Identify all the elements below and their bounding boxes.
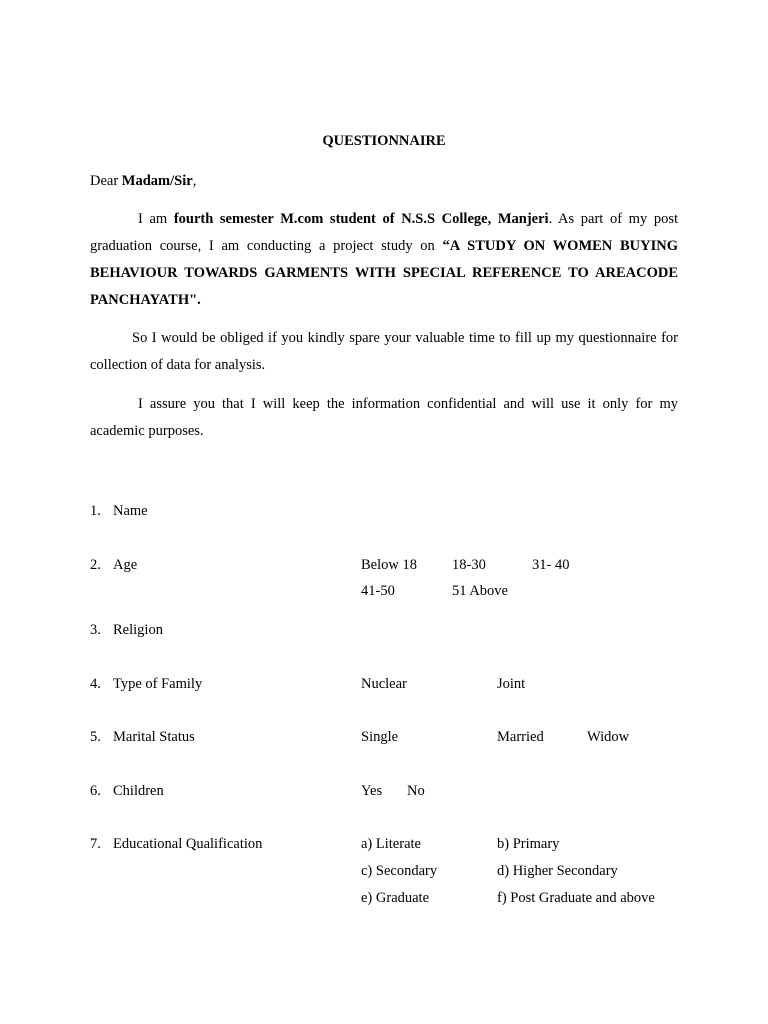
salutation-name: Madam/Sir [121,173,193,189]
question-label: Name [113,503,148,519]
question-label: Marital Status [113,729,195,745]
question-number: 5. [90,729,101,745]
marital-status-option[interactable]: Widow [587,729,630,745]
salutation [90,173,196,190]
question-label: Age [113,557,138,573]
children-option[interactable]: No [407,783,425,799]
salutation-suffix: , [192,173,197,189]
intro-paragraph-3 [90,391,678,445]
question-label: Religion [113,622,163,638]
intro-text-a: I am [138,211,174,227]
education-option[interactable]: f) Post Graduate and above [497,890,655,906]
intro-paragraph-1 [90,206,678,314]
intro-p3-text: I assure you that I will keep the information confidential and will use it only for my academic purposes. [90,396,678,439]
question-label: Educational Qualification [113,836,263,852]
question-number: 3. [90,622,101,638]
marital-status-option[interactable]: Single [361,729,399,745]
intro-p2-text: So I would be obliged if you kindly spare your valuable time to fill up my questionnaire for collection of data for analysis. [90,330,678,373]
question-number: 2. [90,557,101,573]
education-option[interactable]: b) Primary [497,836,560,852]
children-option[interactable]: Yes [361,783,383,799]
education-option[interactable]: a) Literate [361,836,421,852]
project-title: “A STUDY ON WOMEN BUYING BEHAVIOUR TOWARDS GARMENTS WITH SPECIAL REFERENCE TO AREACODE PANCHAYATH". [90,238,678,308]
education-option[interactable]: e) Graduate [361,890,430,906]
question-label: Children [113,783,164,799]
age-option[interactable]: 31- 40 [532,557,570,573]
age-option[interactable]: 18-30 [452,557,486,573]
intro-paragraph-2 [90,325,678,379]
question-number: 6. [90,783,101,799]
question-label: Type of Family [113,676,203,692]
question-number: 4. [90,676,101,692]
family-type-option[interactable]: Nuclear [361,676,407,692]
intro-text-c: . As part of my post graduation course, I am conducting a project study on [90,211,678,254]
marital-status-option[interactable]: Married [497,729,544,745]
salutation-prefix: Dear [90,173,122,189]
intro-student-info: fourth semester M.com student of N.S.S College, Manjeri [173,211,549,227]
page-title: QUESTIONNAIRE [322,133,446,149]
question-number: 7. [90,836,101,852]
education-option[interactable]: d) Higher Secondary [497,863,618,879]
age-option[interactable]: 51 Above [452,583,508,599]
question-number: 1. [90,503,101,519]
age-option[interactable]: Below 18 [361,557,417,573]
education-option[interactable]: c) Secondary [361,863,438,879]
family-type-option[interactable]: Joint [497,676,526,692]
age-option[interactable]: 41-50 [361,583,395,599]
